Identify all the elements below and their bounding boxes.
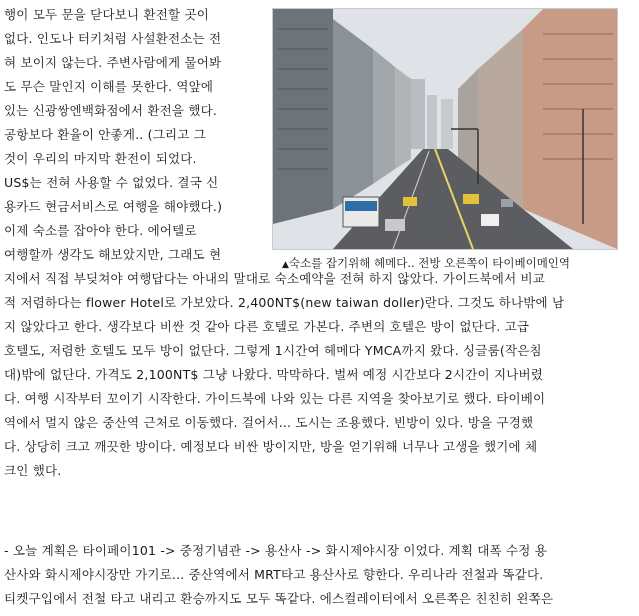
text-line: 산사와 화시제야시장만 가기로... 중산역에서 MRT타고 용산사로 향한다. 우리나라 전철과 똑같다. xyxy=(4,567,544,582)
text-line: 혀 보이지 않는다. 주변사람에게 물어봐 xyxy=(4,55,222,70)
text-line: 있는 신광쌍엔백화점에서 환전을 했다. xyxy=(4,103,218,118)
caption-marker: ▲ xyxy=(282,260,289,270)
text-line: US$는 전혀 사용할 수 없었다. 결국 신 xyxy=(4,175,219,190)
text-line: 행이 모두 문을 닫다보니 환전할 곳이 xyxy=(4,7,209,22)
street-photo-icon xyxy=(273,9,617,249)
caption-text: 숙소를 잡기위해 헤메다.. 전방 오른쪽이 타이베이메인역 xyxy=(288,256,571,270)
text-line: 적 저렴하다는 flower Hotel로 가보았다. 2,400NT$(new taiwan doller)란다. 그것도 하나밖에 남 xyxy=(4,295,565,310)
text-line: 이제 숙소를 잡아야 한다. 에어텔로 xyxy=(4,223,197,238)
street-photo xyxy=(272,8,618,250)
photo-caption xyxy=(282,256,570,272)
text-line: 크인 했다. xyxy=(4,463,62,478)
text-line: 없다. 인도나 터키처럼 사설환전소는 전 xyxy=(4,31,222,46)
text-line: 역에서 멀지 않은 중산역 근처로 이동했다. 걸어서... 도시는 조용했다. 빈방이 있다. 방을 구경했 xyxy=(4,415,534,430)
text-line: 다. 여행 시작부터 꼬이기 시작한다. 가이드북에 나와 있는 다른 지역을 찾아보기로 했다. 타이베이 xyxy=(4,391,546,406)
text-line: 도 무슨 말인지 이해를 못한다. 역앞에 xyxy=(4,79,214,94)
text-line: 지 않았다고 한다. 생각보다 비싼 것 같아 다른 호텔로 가본다. 주변의 호텔은 방이 없단다. 고급 xyxy=(4,319,530,334)
text-line: 티켓구입에서 전철 타고 내리고 환승까지도 모두 똑같다. 에스컬레이터에서 오른쪽은 친친히 왼쪽은 xyxy=(4,591,554,606)
text-line: 용카드 현금서비스로 여행을 해야했다.) xyxy=(4,199,223,214)
text-line: - 오늘 계획은 타이페이101 -> 중정기념관 -> 용산사 -> 화시제야시장 이었다. 계획 대폭 수정 용 xyxy=(4,543,547,558)
text-line: 여행할까 생각도 해보았지만, 그래도 현 xyxy=(4,247,222,262)
text-line: 대)밖에 없단다. 가격도 2,100NT$ 그냥 나왔다. 막막하다. 벌써 예정 시간보다 2시간이 지나버렸 xyxy=(4,367,544,382)
text-line: 다. 상당히 크고 깨끗한 방이다. 예정보다 비싼 방이지만, 방을 얻기위해 너무나 고생을 했기에 체 xyxy=(4,439,538,454)
text-line: 호텔도, 저렴한 호텔도 모두 방이 없단다. 그렇게 1시간여 헤메다 YMCA까지 왔다. 싱글룸(작은침 xyxy=(4,343,542,358)
text-line: 지에서 직접 부딪쳐야 여행답다는 아내의 말대로 숙소예약을 전혀 하지 않았다. 가이드북에서 비교 xyxy=(4,271,546,286)
text-line: 것이 우리의 마지막 환전이 되었다. xyxy=(4,151,197,166)
text-line: 공항보다 환율이 안좋게.. (그리고 그 xyxy=(4,127,206,142)
